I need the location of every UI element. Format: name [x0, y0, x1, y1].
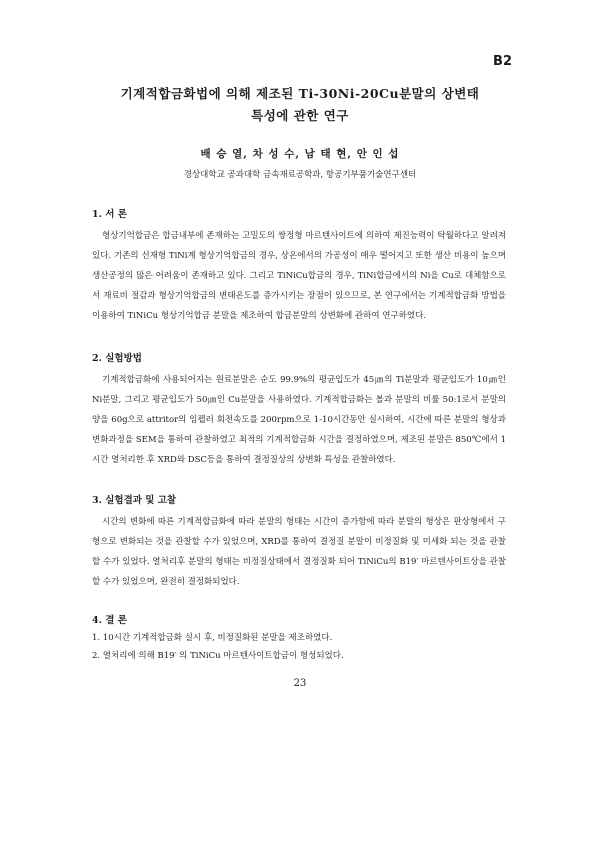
section-heading-conclusion: 4. 결 론	[92, 615, 127, 626]
author-list: 배 승 열, 차 성 수, 남 태 현, 안 인 섭	[200, 148, 400, 160]
paper-title-line-1: 기계적합금화법에 의해 제조된 Ti-30Ni-20Cu분말의 상변태	[120, 86, 480, 101]
conclusion-item: 2. 열처리에 의해 B19′ 의 TiNiCu 마르텐사이트합금이 형성되었다.	[92, 651, 344, 661]
section-body-introduction: 형상기억합금은 합금내부에 존재하는 고밀도의 쌍정형 마르텐사이트에 의하여 제진능력이 탁월하다고 알려져 있다. 기존의 선재형 TiNi계 형상기억합금의 경우, 상온에서의 가공성이 매우 떨어지고 또한 생산 비용이 높으며 생산공정의 많은 어려움이 존재하고 있다. 그리고 TiNiCu합금의 경우, TiNi합금에서의 Ni을 Cu로 대체함으로서 재료비 절감과 형상기억합금의 변태온도를 증가시키는 장점이 있으므로, 본 연구에서는 기계적합금화 방법을 이용하여 TiNiCu 형상기억합금 분말을 제조하여 합금분말의 상변화에 관하여 연구하였다.	[92, 231, 506, 321]
page-number: 23	[293, 678, 307, 689]
section-heading-methods: 2. 실험방법	[92, 353, 142, 364]
affiliation: 경상대학교 공과대학 금속재료공학과, 항공기부품기술연구센터	[183, 170, 417, 180]
section-body-methods: 기계적합금화에 사용되어지는 원료분말은 순도 99.9%의 평균입도가 45㎛의 Ti분말과 평균입도가 10㎛인 Ni분말, 그리고 평균입도가 50㎛인 Cu분말을 사용하였다. 기계적합금화는 볼과 분말의 비률 50:1로서 분말의 양을 60g으로 attritor의 임펠러 회전속도를 200rpm으로 1-10시간동안 실시하여, 시간에 따른 분말의 형상과 변화과정을 SEM을 통하여 관찰하였고 최적의 기계적합금화 시간을 결정하였으며, 제조된 분말은 850℃에서 1시간 열처리한 후 XRD와 DSC등을 통하여 결정질상의 상변화 특성을 관찰하였다.	[92, 375, 506, 465]
section-body-results: 시간의 변화에 따른 기계적합금화에 따라 분말의 형태는 시간이 증가함에 따라 분말의 형상은 판상형에서 구형으로 변화되는 것을 관찰할 수가 있었으며, XRD를 통하여 결정질 분말이 비정질화 및 미세화 되는 것을 관찰할 수가 있었다. 열처리후 분말의 형태는 비정질상태에서 결정질화 되어 TiNiCu의 B19′ 마르텐사이트상을 관찰할 수가 있었으며, 완전히 결정화되었다.	[92, 517, 506, 587]
section-heading-introduction: 1. 서 론	[92, 209, 127, 220]
session-code: B2	[493, 54, 512, 69]
conclusion-item: 1. 10시간 기계적합금화 실시 후, 비정질화된 분말을 제조하였다.	[92, 633, 333, 643]
paper-title-line-2: 특성에 관한 연구	[251, 108, 349, 123]
section-heading-results: 3. 실험결과 및 고찰	[92, 495, 177, 506]
